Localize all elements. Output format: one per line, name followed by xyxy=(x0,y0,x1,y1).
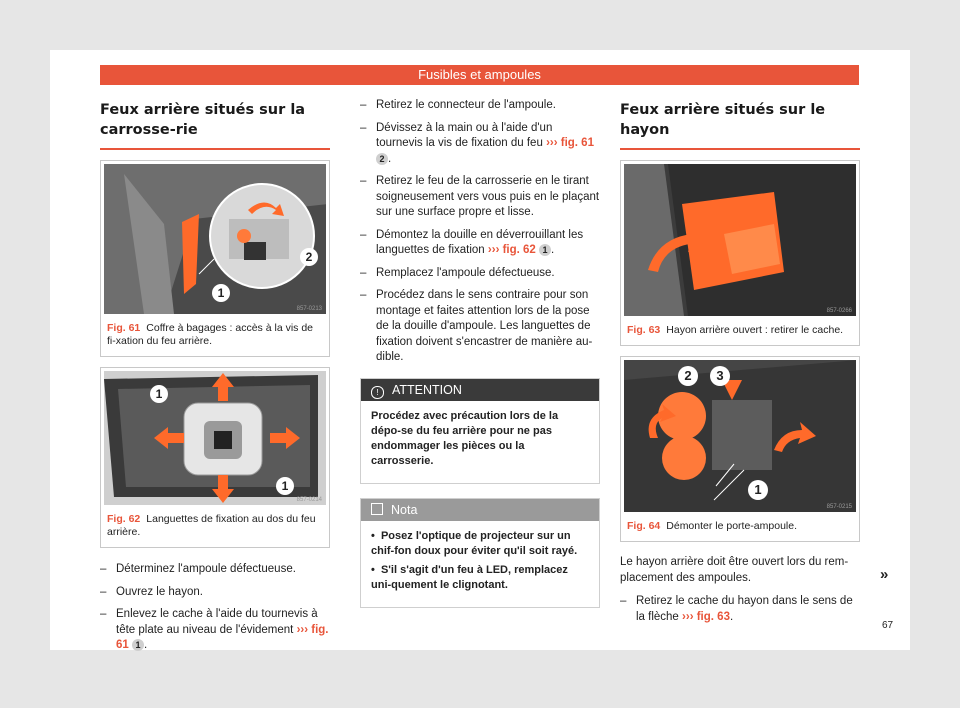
figure-number: Fig. 63 xyxy=(627,324,661,336)
nota-title: Nota xyxy=(391,502,418,517)
continue-arrow: » xyxy=(880,566,889,583)
heading-rule xyxy=(100,148,330,150)
callout-1-bottom: 1 xyxy=(276,477,294,495)
caption-text: Démonter le porte-ampoule. xyxy=(666,520,797,532)
step-text: Démontez la douille en déverrouillant les languettes de fixation xyxy=(376,228,584,256)
attention-header xyxy=(361,379,599,401)
step-item: – Retirez le feu de la carrosserie en le tirant soigneusement vers vous puis en le plaçant sur une surface propre et lisse. xyxy=(360,174,600,221)
figure-62-image xyxy=(104,371,326,505)
attention-body xyxy=(361,401,599,483)
figure-64-caption xyxy=(621,515,859,541)
step-end: . xyxy=(729,610,734,623)
nota-box xyxy=(360,498,600,608)
left-column xyxy=(100,92,330,661)
figure-link[interactable]: ››› fig. 61 xyxy=(546,137,594,149)
step-item: – Déterminez l'ampoule défectueuse. xyxy=(100,562,330,578)
steps-list-left xyxy=(100,562,330,654)
figure-number: Fig. 62 xyxy=(107,513,141,525)
step-item: – Procédez dans le sens contraire pour son montage et faites attention lors de la pose de la douille d'ampoule. Les languettes de fixation doivent s'encastrer de manière au-dible. xyxy=(360,288,600,366)
figure-64-image xyxy=(624,360,856,512)
attention-title: ATTENTION xyxy=(392,382,462,397)
step-item: – Dévissez à la main ou à l'aide d'un tournevis la vis de fixation du feu ››› fig. 61 2 . xyxy=(360,121,600,168)
figure-64 xyxy=(620,356,860,542)
section-banner: Fusibles et ampoules xyxy=(100,65,859,85)
figure-number: Fig. 64 xyxy=(627,520,661,532)
section-heading-tailgate-lights: Feux arrière situés sur le hayon xyxy=(620,102,826,138)
figure-63 xyxy=(620,160,860,346)
figure-code: 857-0266 xyxy=(826,308,852,314)
intro-paragraph: Le hayon arrière doit être ouvert lors du rem-placement des ampoules. xyxy=(620,556,849,584)
nota-item-text: S'il s'agit d'un feu à LED, remplacez uni-quement le clignotant. xyxy=(371,563,568,591)
figure-61 xyxy=(100,160,330,357)
nota-item: • Posez l'optique de projecteur sur un chif-fon doux pour éviter qu'il soit rayé. xyxy=(371,529,578,557)
step-item: – Enlevez le cache à l'aide du tournevis à tête plate au niveau de l'évidement ››› fig. 61 1 . xyxy=(100,607,330,654)
nota-body xyxy=(361,521,599,607)
step-text: Enlevez le cache à l'aide du tournevis à tête plate au niveau de l'évidement xyxy=(116,608,318,636)
figure-62 xyxy=(100,367,330,548)
right-column xyxy=(620,92,860,632)
bulb-holder-illustration xyxy=(624,360,856,512)
figure-63-caption xyxy=(621,319,859,345)
nota-header xyxy=(361,499,599,521)
figure-63-image xyxy=(624,164,856,316)
caption-text: Coffre à bagages : accès à la vis de fi-xation du feu arrière. xyxy=(107,322,314,347)
figure-61-image xyxy=(104,164,326,314)
callout-1-top: 1 xyxy=(150,385,168,403)
nota-item: • S'il s'agit d'un feu à LED, remplacez uni-quement le clignotant. xyxy=(371,563,568,591)
figure-link[interactable]: ››› fig. 62 xyxy=(487,244,536,256)
note-icon xyxy=(371,503,383,515)
callout-number: 1 xyxy=(132,639,144,651)
figure-code: 857-0214 xyxy=(296,497,322,503)
nota-item-text: Posez l'optique de projecteur sur un chif-fon doux pour éviter qu'il soit rayé. xyxy=(371,529,578,557)
step-item xyxy=(620,594,860,625)
tailgate-photo-illustration xyxy=(624,164,856,316)
callout-2: 2 xyxy=(300,248,318,266)
caption-text: Hayon arrière ouvert : retirer le cache. xyxy=(666,324,844,336)
attention-box xyxy=(360,378,600,484)
steps-list-right xyxy=(620,594,860,625)
figure-link[interactable]: ››› fig. 63 xyxy=(682,610,730,623)
step-text: Retirez le cache du hayon dans le sens de la flèche xyxy=(636,595,853,623)
figure-number: Fig. 61 xyxy=(107,322,141,334)
figure-61-caption xyxy=(101,317,329,356)
section-heading-body-lights: Feux arrière situés sur la carrosse-rie xyxy=(100,102,306,138)
figure-code: 857-0215 xyxy=(826,504,852,510)
step-item: – Retirez le connecteur de l'ampoule. xyxy=(360,98,600,114)
steps-list-middle xyxy=(360,98,600,366)
figure-62-caption xyxy=(101,508,329,547)
callout-1: 1 xyxy=(748,480,768,500)
step-item: – Démontez la douille en déverrouillant les languettes de fixation ››› fig. 62 1 . xyxy=(360,228,600,259)
figure-code: 857-0213 xyxy=(296,306,322,312)
step-item: – Remplacez l'ampoule défectueuse. xyxy=(360,266,600,282)
step-text: Dévissez à la main ou à l'aide d'un tournevis la vis de fixation du feu xyxy=(376,121,553,149)
callout-2: 2 xyxy=(678,366,698,386)
attention-text: Procédez avec précaution lors de la dépo-se du feu arrière pour ne pas endommager les pièces ou la carrosserie. xyxy=(371,409,559,467)
middle-column xyxy=(360,98,600,608)
caption-text: Languettes de fixation au dos du feu arrière. xyxy=(107,513,316,538)
callout-1: 1 xyxy=(212,284,230,302)
page-number: 67 xyxy=(882,620,894,631)
callout-number: 2 xyxy=(376,153,388,165)
heading-rule xyxy=(620,148,860,150)
callout-3: 3 xyxy=(710,366,730,386)
callout-number: 1 xyxy=(539,244,551,256)
figure-link[interactable]: ››› fig. 61 xyxy=(116,623,329,651)
warning-icon: ! xyxy=(371,386,384,399)
step-item: – Ouvrez le hayon. xyxy=(100,585,330,601)
